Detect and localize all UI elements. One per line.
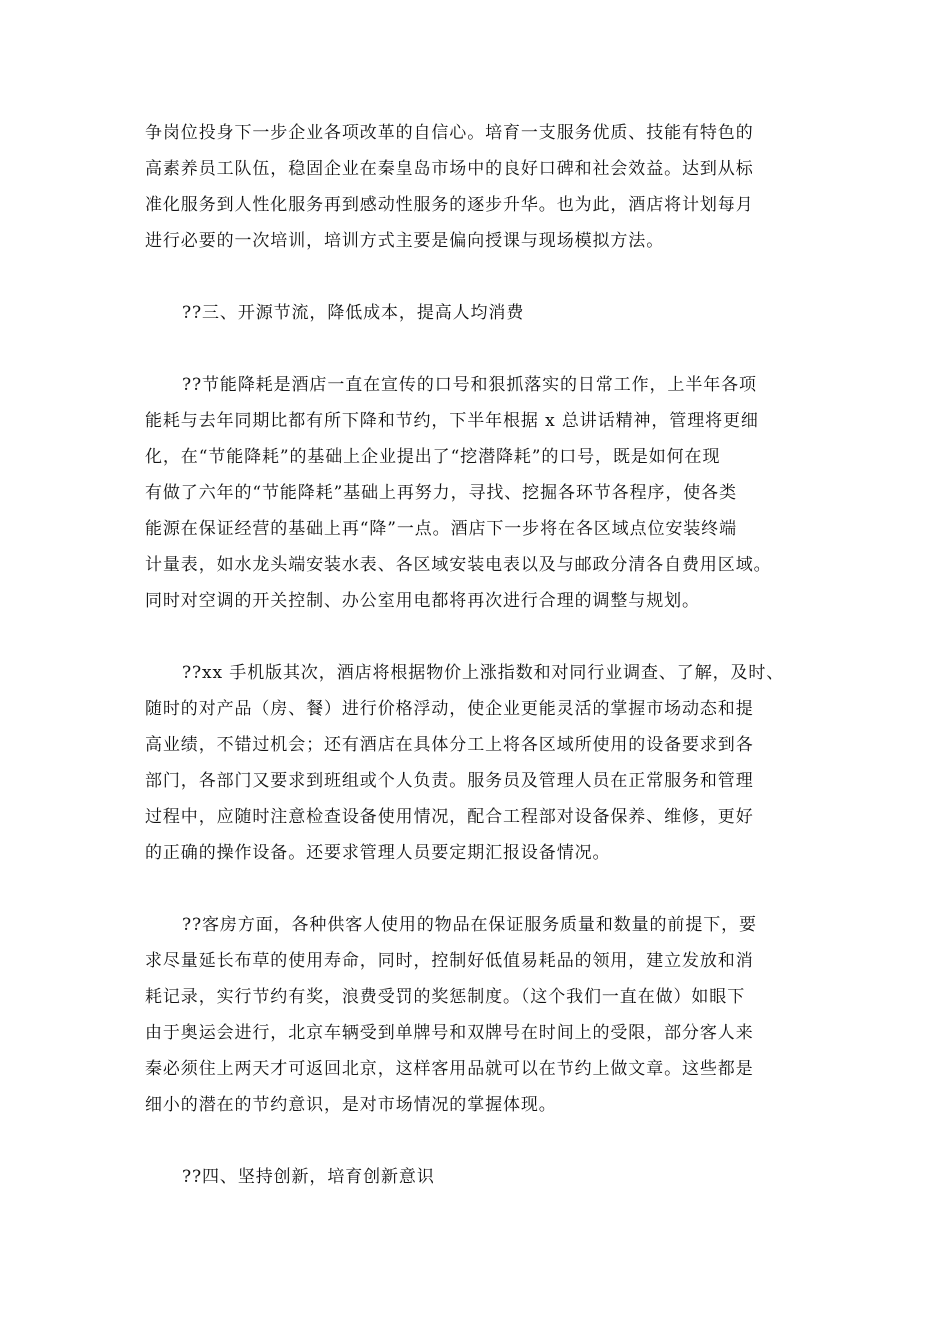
paragraph-line: 进行必要的一次培训，培训方式主要是偏向授课与现场模拟方法。 [145, 231, 665, 251]
paragraph-line: 能源在保证经营的基础上再“降”一点。酒店下一步将在各区域点位安装终端 [145, 519, 737, 539]
paragraph-first-line: ??节能降耗是酒店一直在宣传的口号和狠抓落实的日常工作，上半年各项 [182, 375, 757, 395]
paragraph-line: 化，在“节能降耗”的基础上企业提出了“挖潜降耗”的口号，既是如何在现 [145, 447, 721, 467]
paragraph-line: 部门，各部门又要求到班组或个人负责。服务员及管理人员在正常服务和管理 [145, 771, 754, 791]
paragraph-line: 随时的对产品（房、餐）进行价格浮动，使企业更能灵活的掌握市场动态和提 [145, 699, 754, 719]
paragraph-line: 求尽量延长布草的使用寿命，同时，控制好低值易耗品的领用，建立发放和消 [145, 951, 754, 971]
paragraph-line: 有做了六年的“节能降耗”基础上再努力，寻找、挖掘各环节各程序，使各类 [145, 483, 737, 503]
paragraph-line: 能耗与去年同期比都有所下降和节约，下半年根据 x 总讲话精神，管理将更细 [145, 411, 759, 431]
paragraph-line: 耗记录，实行节约有奖，浪费受罚的奖惩制度。（这个我们一直在做）如眼下 [145, 987, 746, 1007]
paragraph-line: 细小的潜在的节约意识，是对市场情况的掌握体现。 [145, 1095, 557, 1115]
paragraph-line: 计量表，如水龙头端安装水表、各区域安装电表以及与邮政分清各自费用区域。 [145, 555, 772, 575]
paragraph-first-line: ??客房方面，各种供客人使用的物品在保证服务质量和数量的前提下，要 [182, 915, 757, 935]
paragraph-first-line: 争岗位投身下一步企业各项改革的自信心。培育一支服务优质、技能有特色的 [145, 123, 754, 143]
paragraph-line: 由于奥运会进行，北京车辆受到单牌号和双牌号在时间上的受限，部分客人来 [145, 1023, 754, 1043]
paragraph-line: 高业绩，不错过机会；还有酒店在具体分工上将各区域所使用的设备要求到各 [145, 735, 754, 755]
paragraph-line: 准化服务到人性化服务再到感动性服务的逐步升华。也为此，酒店将计划每月 [145, 195, 754, 215]
paragraph-line: 秦必须住上两天才可返回北京，这样客用品就可以在节约上做文章。这些都是 [145, 1059, 754, 1079]
paragraph-first-line: ??四、坚持创新，培育创新意识 [182, 1167, 435, 1187]
paragraph-line: 高素养员工队伍，稳固企业在秦皇岛市场中的良好口碑和社会效益。达到从标 [145, 159, 754, 179]
paragraph-line: 同时对空调的开关控制、办公室用电都将再次进行合理的调整与规划。 [145, 591, 700, 611]
paragraph-line: 过程中，应随时注意检查设备使用情况，配合工程部对设备保养、维修，更好 [145, 807, 754, 827]
paragraph-first-line: ??三、开源节流，降低成本，提高人均消费 [182, 303, 525, 323]
paragraph-line: 的正确的操作设备。还要求管理人员要定期汇报设备情况。 [145, 843, 611, 863]
paragraph-first-line: ??xx 手机版其次，酒店将根据物价上涨指数和对同行业调查、了解，及时、 [182, 663, 785, 683]
